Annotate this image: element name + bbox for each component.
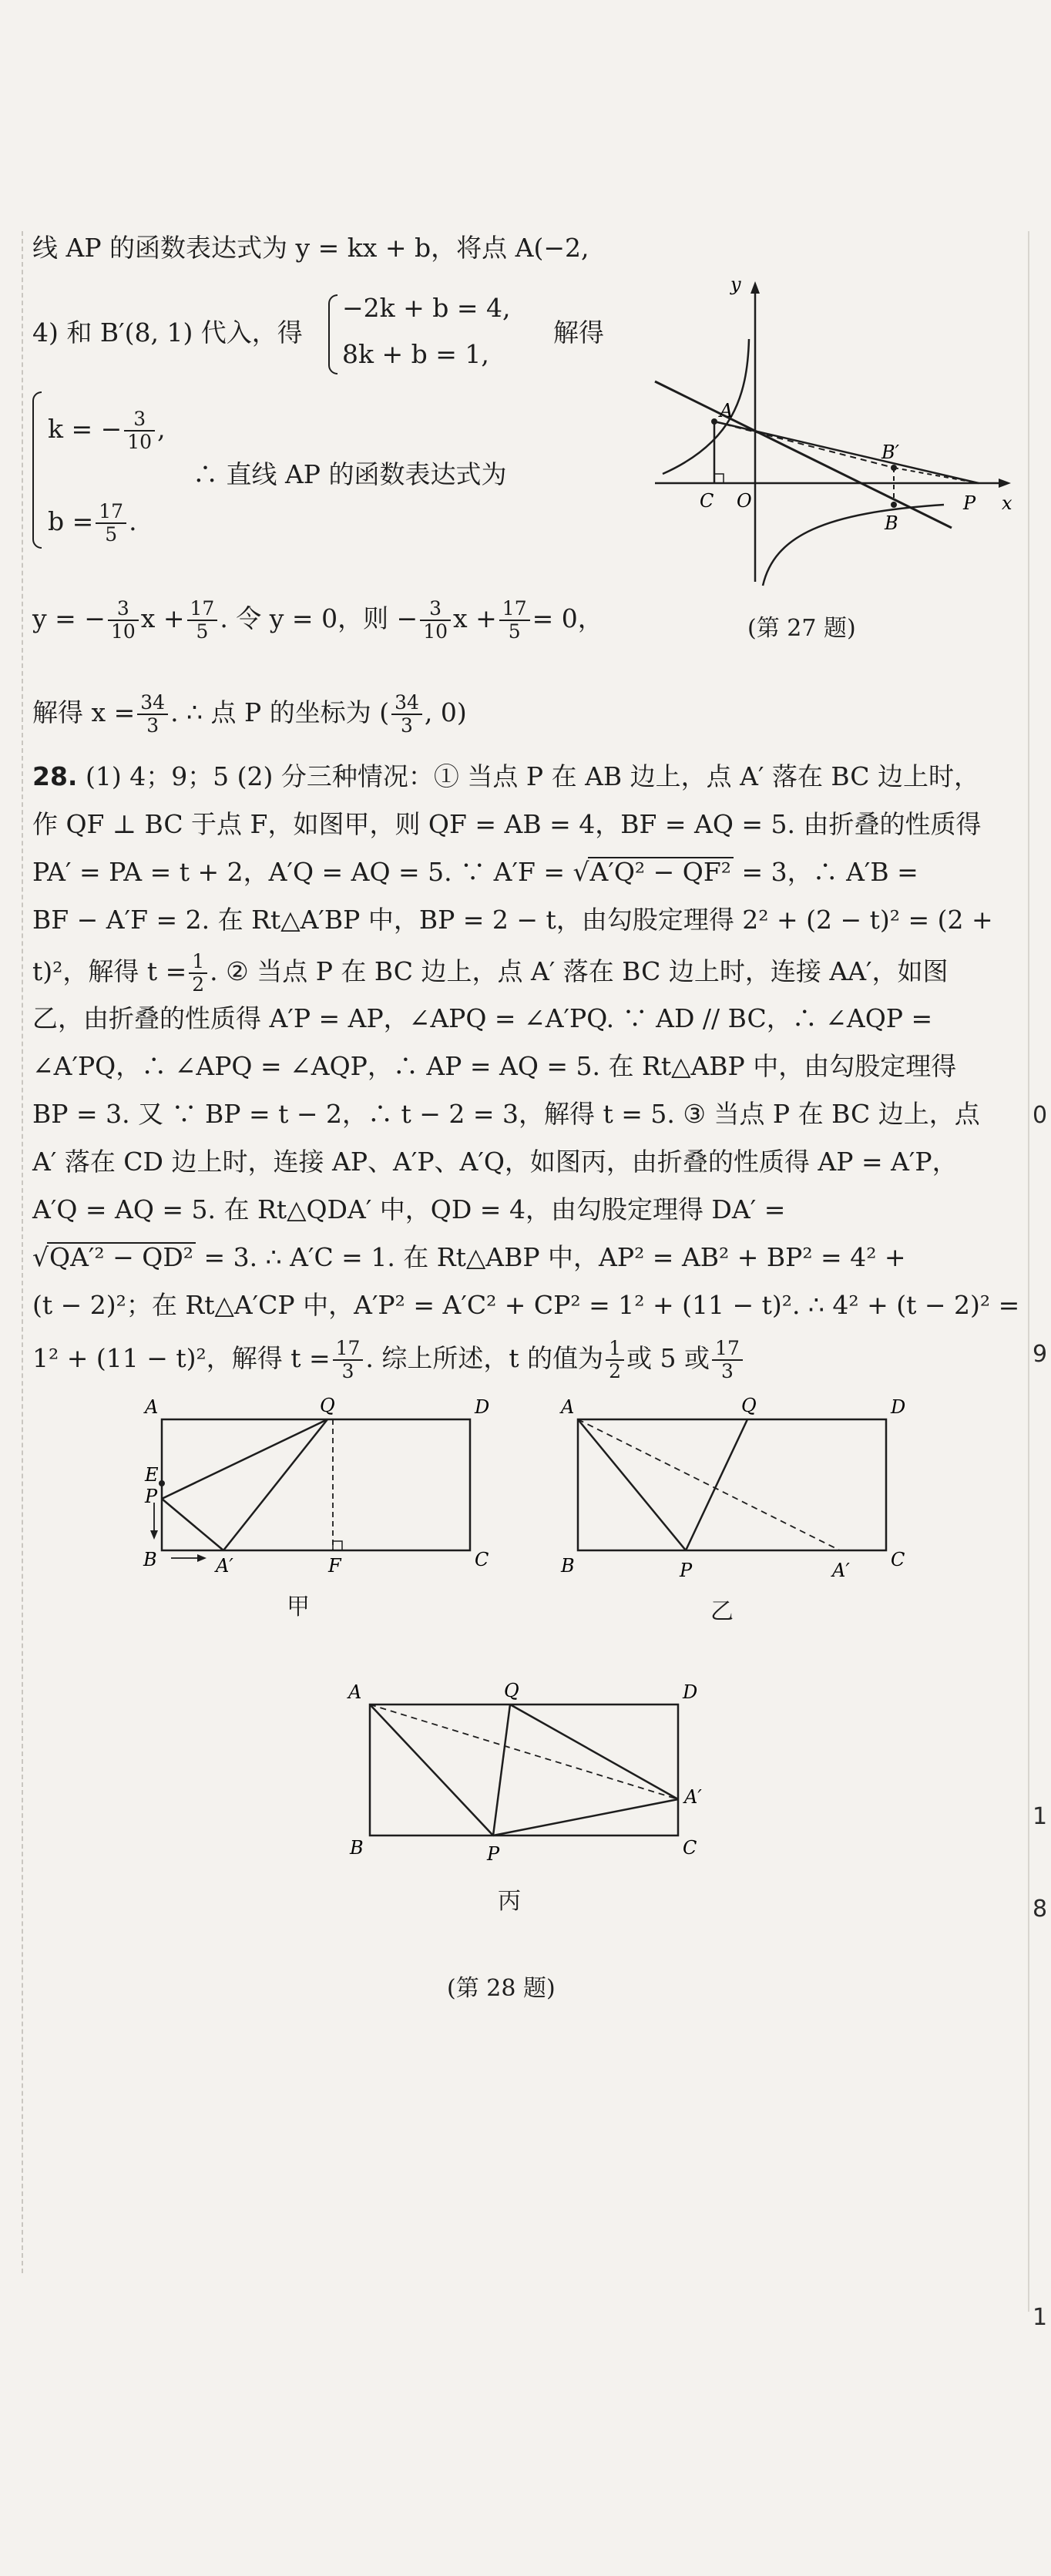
text-line-5: 解得 x = $\frac{34}{3}$ . ∴ 点 P 的坐标为 ( $\frac{34}{3}$ , 0) (32, 691, 467, 737)
figure-27 (640, 274, 1025, 605)
point-label-p: P (680, 1560, 693, 1581)
b-text: b = (48, 506, 94, 536)
q28-line-2: 作 QF ⊥ BC 于点 F，如图甲，则 QF = AB = 4，BF = AQ = 5. 由折叠的性质得 (32, 809, 982, 839)
text-solve (553, 316, 604, 350)
line-text: 线 AP 的函数表达式为 y = kx + b，将点 A(−2, (32, 233, 589, 263)
point-label-b-prime: B′ (881, 442, 900, 463)
q28-line-5: t)²，解得 t = $\frac{1}{2}$ . ② 当点 P 在 BC 边上，点 A′ 落在 BC 边上时，连接 AA′，如图 (32, 950, 949, 996)
point-label-q: Q (504, 1680, 519, 1701)
margin-glyph-2: 1 (1033, 1803, 1048, 1830)
point-label-a-prime: A′ (832, 1560, 850, 1581)
margin-glyph-1: 9 (1033, 1341, 1048, 1368)
point-label-b: B (143, 1549, 157, 1570)
point-label-c: C (475, 1549, 489, 1570)
page-fold-line (1028, 231, 1029, 2312)
point-label-a: A (145, 1396, 159, 1418)
k-text: k = − (48, 414, 123, 444)
point-label-f: F (328, 1555, 341, 1577)
point-label-d: D (891, 1396, 906, 1418)
axis-label-y: y (730, 274, 741, 295)
figure-28-jia (139, 1387, 509, 1587)
point-label-b: B (561, 1555, 575, 1577)
point-label-a: A (348, 1681, 362, 1703)
figure-28-caption: (第 28 题) (447, 1975, 556, 2002)
q28-line-11: √QA′² − QD² = 3. ∴ A′C = 1. 在 Rt△ABP 中，AP² = AB² + BP² = 4² + (32, 1242, 906, 1272)
margin-glyph-4: 1 (1033, 2304, 1048, 2331)
point-label-c: C (683, 1837, 697, 1859)
line-text: 4) 和 B′(8, 1) 代入，得 (32, 317, 303, 348)
point-label-q: Q (320, 1395, 335, 1416)
point-label-q: Q (741, 1395, 757, 1416)
q28-line-13: 1² + (11 − t)²，解得 t = $\frac{17}{3}$ . 综上所述，t 的值为 $\frac{1}{2}$ 或 5 或 $\frac{17}{3}$ (32, 1338, 745, 1382)
point-label-d: D (475, 1396, 490, 1418)
text-line-1 (32, 231, 589, 265)
text-line-3 (193, 458, 507, 492)
margin-glyph-0: 0 (1033, 1102, 1048, 1129)
equation-text: 8k + b = 1, (342, 339, 489, 369)
margin-glyph-3: 8 (1033, 1896, 1048, 1923)
point-label-a-prime: A′ (216, 1555, 233, 1577)
q28-line-10: A′Q = AQ = 5. 在 Rt△QDA′ 中，QD = 4，由勾股定理得 DA′ = (32, 1194, 786, 1224)
point-label-p: P (963, 492, 976, 514)
text-line-2 (32, 316, 303, 350)
figure-jia-label: 甲 (287, 1594, 310, 1620)
q28-line-8: BP = 3. 又 ∵ BP = t − 2，∴ t − 2 = 3，解得 t = 5. ③ 当点 P 在 BC 边上，点 (32, 1099, 980, 1129)
solution-k: k = − $\frac{3}{10}$ , (48, 408, 166, 453)
axis-label-x: x (1002, 492, 1012, 514)
q28-line-12: (t − 2)²；在 Rt△A′CP 中，A′P² = A′C² + CP² = 1² + (11 − t)². ∴ 4² + (t − 2)² = (32, 1290, 1020, 1320)
point-label-o: O (737, 490, 752, 512)
point-label-e: E (145, 1464, 159, 1486)
q28-line-3: PA′ = PA = t + 2，A′Q = AQ = 5. ∵ A′F = √A′Q² − QF² = 3，∴ A′B = (32, 857, 918, 887)
point-label-a-prime: A′ (684, 1786, 702, 1808)
point-label-p: P (145, 1486, 158, 1507)
question-number: 28. (32, 761, 78, 791)
figure-yi-label: 乙 (710, 1598, 734, 1625)
point-label-c: C (891, 1549, 905, 1570)
text-line-4: y = − $\frac{3}{10}$ x + $\frac{17}{5}$ . 令 y = 0，则 − $\frac{3}{10}$ x + $\frac{17}{5}$ = 0， (32, 597, 603, 643)
q28-line-1: 28. (1) 4；9；5 (2) 分三种情况：① 当点 P 在 AB 边上，点 A′ 落在 BC 边上时， (32, 761, 980, 791)
q28-line-4: BF − A′F = 2. 在 Rt△A′BP 中，BP = 2 − t，由勾股定理得 2² + (2 − t)² = (2 + (32, 905, 993, 935)
solution-b: b = $\frac{17}{5}$ . (48, 500, 137, 546)
figure-28-yi (555, 1387, 925, 1587)
equation-text: −2k + b = 4, (342, 293, 511, 323)
fraction: $\frac{3}{10}$ (124, 408, 155, 453)
fraction: $\frac{17}{5}$ (96, 501, 126, 546)
equation-brace (328, 294, 337, 374)
line-text: ∴ 直线 AP 的函数表达式为 (193, 459, 507, 489)
system-eq-2 (342, 338, 489, 371)
figure-27-caption: (第 27 题) (747, 615, 856, 642)
point-label-a: A (720, 400, 734, 421)
q28-line-7: ∠A′PQ，∴ ∠APQ = ∠AQP，∴ AP = AQ = 5. 在 Rt△ABP 中，由勾股定理得 (32, 1051, 957, 1081)
solution-brace (32, 391, 42, 549)
figure-bing-label: 丙 (498, 1888, 521, 1915)
figure-28-bing (339, 1672, 709, 1872)
q28-line-9: A′ 落在 CD 边上时，连接 AP、A′P、A′Q，如图丙，由折叠的性质得 AP = A′P， (32, 1147, 958, 1177)
point-label-b: B (885, 512, 898, 534)
left-margin-dashed-line (22, 231, 23, 2273)
point-label-c: C (700, 490, 714, 512)
point-label-p: P (487, 1843, 500, 1865)
point-label-a: A (561, 1396, 575, 1418)
line-text: 解得 (553, 317, 604, 348)
system-eq-1 (342, 291, 511, 325)
point-label-b: B (350, 1837, 364, 1859)
q28-line-6: 乙，由折叠的性质得 A′P = AP，∠APQ = ∠A′PQ. ∵ AD // BC，∴ ∠AQP = (32, 1003, 933, 1033)
point-label-d: D (683, 1681, 698, 1703)
